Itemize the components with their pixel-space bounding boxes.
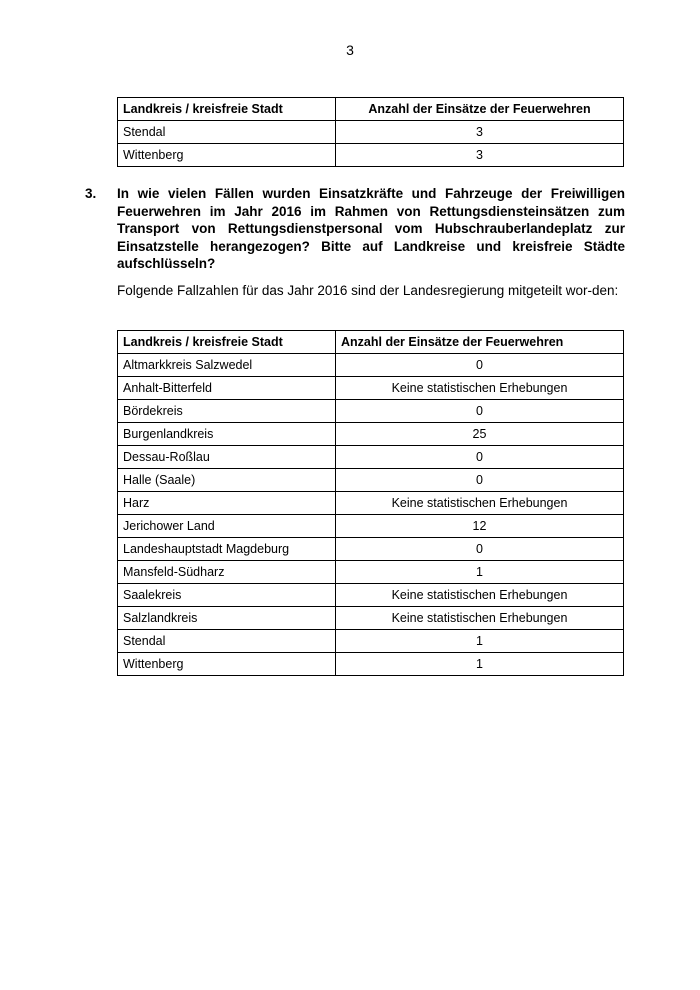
- count-cell: 0: [336, 538, 624, 561]
- question-number: 3.: [85, 186, 97, 201]
- table-row: [118, 423, 624, 446]
- district-cell: Burgenlandkreis: [118, 423, 336, 446]
- district-cell: Jerichower Land: [118, 515, 336, 538]
- count-cell: Keine statistischen Erhebungen: [336, 377, 624, 400]
- count-cell: 0: [336, 400, 624, 423]
- question-text: In wie vielen Fällen wurden Einsatzkräfte und Fahrzeuge der Freiwilligen Feuerwehren im Jahr 2016 im Rahmen von Rettungsdiensteinsätzen zum Transport von Rettungsdienstpersonal vom Hubschrauberlandeplatz zur Einsatzstelle herangezogen? Bitte auf Landkreise und kreisfreie Städte aufschlüsseln?: [117, 186, 625, 271]
- count-cell: 0: [336, 446, 624, 469]
- table-header-row: [118, 98, 624, 121]
- answer-text: Folgende Fallzahlen für das Jahr 2016 sind der Landesregierung mitgeteilt wor-den:: [117, 283, 619, 298]
- count-cell: 1: [336, 561, 624, 584]
- table-row: [118, 400, 624, 423]
- district-cell: Mansfeld-Südharz: [118, 561, 336, 584]
- column-header-count: Anzahl der Einsätze der Feuerwehren: [336, 331, 624, 354]
- count-cell: Keine statistischen Erhebungen: [336, 607, 624, 630]
- district-cell: Saalekreis: [118, 584, 336, 607]
- count-cell: Keine statistischen Erhebungen: [336, 492, 624, 515]
- district-cell: Stendal: [118, 121, 336, 144]
- column-header-count: Anzahl der Einsätze der Feuerwehren: [336, 98, 624, 121]
- district-cell: Anhalt-Bitterfeld: [118, 377, 336, 400]
- district-cell: Harz: [118, 492, 336, 515]
- table-row: [118, 630, 624, 653]
- table-row: [118, 584, 624, 607]
- count-cell: 0: [336, 469, 624, 492]
- count-cell: 1: [336, 653, 624, 676]
- district-cell: Dessau-Roßlau: [118, 446, 336, 469]
- table-header-row: [118, 331, 624, 354]
- count-cell: 25: [336, 423, 624, 446]
- count-cell: Keine statistischen Erhebungen: [336, 584, 624, 607]
- table-row: [118, 144, 624, 167]
- table-row: [118, 515, 624, 538]
- count-cell: 0: [336, 354, 624, 377]
- table-row: [118, 121, 624, 144]
- district-cell: Bördekreis: [118, 400, 336, 423]
- district-cell: Landeshauptstadt Magdeburg: [118, 538, 336, 561]
- table-row: [118, 492, 624, 515]
- count-cell: 3: [336, 121, 624, 144]
- district-cell: Salzlandkreis: [118, 607, 336, 630]
- district-cell: Halle (Saale): [118, 469, 336, 492]
- district-cell: Wittenberg: [118, 653, 336, 676]
- district-cell: Stendal: [118, 630, 336, 653]
- question-3: [85, 185, 625, 273]
- district-cell: Altmarkkreis Salzwedel: [118, 354, 336, 377]
- table-row: [118, 377, 624, 400]
- page-number: 3: [346, 42, 354, 58]
- count-cell: 1: [336, 630, 624, 653]
- table-row: [118, 538, 624, 561]
- table-row: [118, 446, 624, 469]
- table-2016-cases: [117, 330, 624, 676]
- table-stendal-wittenberg: [117, 97, 624, 167]
- table-row: [118, 354, 624, 377]
- column-header-district: Landkreis / kreisfreie Stadt: [118, 98, 336, 121]
- table-row: [118, 469, 624, 492]
- count-cell: 3: [336, 144, 624, 167]
- table-row: [118, 607, 624, 630]
- count-cell: 12: [336, 515, 624, 538]
- table-row: [118, 653, 624, 676]
- column-header-district: Landkreis / kreisfreie Stadt: [118, 331, 336, 354]
- district-cell: Wittenberg: [118, 144, 336, 167]
- table-row: [118, 561, 624, 584]
